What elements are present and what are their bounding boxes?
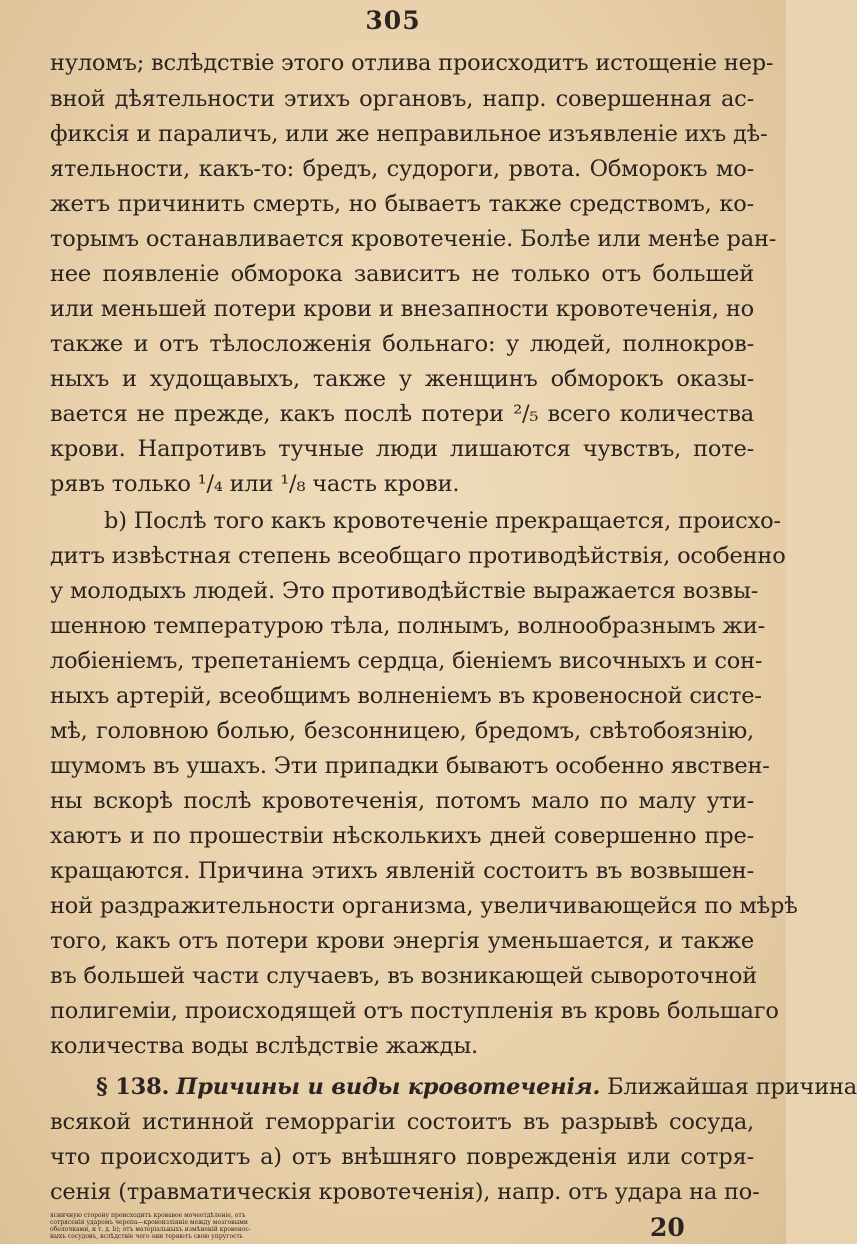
text-line: ны вскорѣ послѣ кровотеченія, потомъ мало по малу ути- (50, 788, 754, 814)
text-line: ной раздражительности организма, увеличивающейся по мѣрѣ (50, 893, 798, 919)
text-line: того, какъ отъ потери крови энергія уменьшается, и также (50, 928, 754, 954)
text-line: фиксія и параличъ, или же неправильное изъявленіе ихъ дѣ- (50, 121, 768, 147)
section-title: Причины и виды кровотеченія. (176, 1074, 601, 1100)
text-line: b) Послѣ того какъ кровотеченіе прекращается, происхо- (104, 508, 781, 534)
text-line: хаютъ и по прошествіи нѣсколькихъ дней совершенно пре- (50, 823, 754, 849)
text-line: также и отъ тѣлосложенія больнаго: у людей, полнокров- (50, 331, 754, 357)
text-line: торымъ останавливается кровотеченіе. Болѣе или менѣе ран- (50, 226, 777, 252)
text-line: жетъ причинить смерть, но бываетъ также средствомъ, ко- (50, 191, 754, 217)
text-line: рявъ только ¹/₄ или ¹/₈ часть крови. (50, 471, 460, 497)
text-line: ныхъ и худощавыхъ, также у женщинъ обморокъ оказы- (50, 366, 754, 392)
text-line: лобіеніемъ, трепетаніемъ сердца, біеніемъ височныхъ и сон- (50, 648, 763, 674)
text-line: нуломъ; вслѣдствіе этого отлива происходитъ истощеніе нер- (50, 50, 774, 76)
text-line: кращаются. Причина этихъ явленій состоитъ въ возвышен- (50, 858, 754, 884)
text-line: сотрясенія ударомъ черепа—кровоизліяніе между мозговыми (50, 1219, 248, 1226)
text-line: въ большей части случаевъ, въ возникающей сывороточной (50, 963, 758, 989)
section-text: Ближайшая причина (607, 1074, 857, 1100)
text-line: количества воды вслѣдствіе жажды. (50, 1033, 478, 1059)
section-number: § 138. (96, 1074, 170, 1100)
text-line: что происходитъ a) отъ внѣшняго поврежденія или сотря- (50, 1144, 754, 1170)
text-line: шенною температурою тѣла, полнымъ, волнообразнымъ жи- (50, 613, 765, 639)
text-line: сенія (травматическія кровотеченія), напр. отъ удара на по- (50, 1179, 760, 1205)
text-line: ятельности, какъ-то: бредъ, судороги, рвота. Обморокъ мо- (50, 156, 754, 182)
text-line: или меньшей потери крови и внезапности кровотеченія, но (50, 296, 754, 322)
text-line: дитъ извѣстная степень всеобщаго противодѣйствія, особенно (50, 543, 786, 569)
section-heading-line (96, 1072, 857, 1104)
text-line: ясничную сторону происходитъ кровавое мочеотдѣленіе, отъ (50, 1212, 246, 1219)
text-line: у молодыхъ людей. Это противодѣйствіе выражается возвы- (50, 578, 759, 604)
text-line: оболочками, и т. д. b); отъ матеріальныхъ измѣненій кровенос- (50, 1226, 251, 1233)
text-line: полигеміи, происходящей отъ поступленія въ кровь большаго (50, 998, 779, 1024)
page-number: 305 (365, 6, 421, 35)
text-line: ныхъ артерій, всеобщимъ волненіемъ въ кровеносной систе- (50, 683, 762, 709)
text-line: вной дѣятельности этихъ органовъ, напр. совершенная ас- (50, 86, 754, 112)
continuation-lines (50, 1212, 630, 1242)
text-line: шумомъ въ ушахъ. Эти припадки бываютъ особенно явствен- (50, 753, 770, 779)
text-line: нее появленіе обморока зависитъ не только отъ большей (50, 261, 754, 287)
text-line: ныхъ сосудовъ, вслѣдствіе чего они теряютъ свою упругость (50, 1233, 243, 1240)
text-line: мѣ, головною болью, безсонницею, бредомъ, свѣтобоязнію, (50, 718, 754, 744)
text-line: крови. Напротивъ тучные люди лишаются чувствъ, поте- (50, 436, 754, 462)
text-line: вается не прежде, какъ послѣ потери ²/₅ всего количества (50, 401, 754, 427)
signature-mark: 20 (650, 1213, 685, 1242)
text-line: всякой истинной геморрагіи состоитъ въ разрывѣ сосуда, (50, 1109, 754, 1135)
